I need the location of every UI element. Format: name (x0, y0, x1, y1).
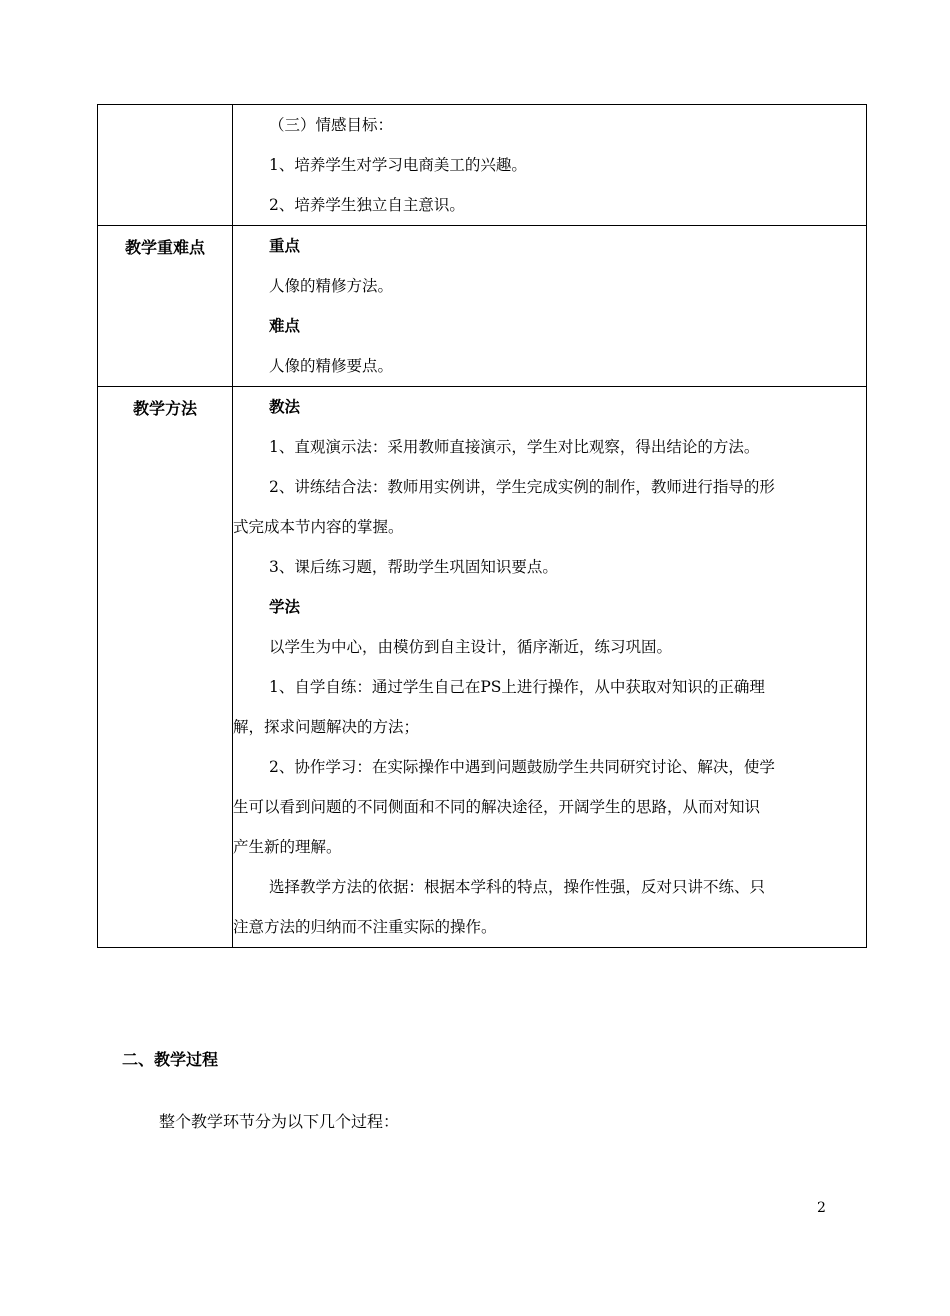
row-content-cell (233, 105, 867, 226)
method-basis-text-continued: 注意方法的归纳而不注重实际的操作。 (233, 918, 497, 936)
difficult-point-text: 人像的精修要点。 (269, 357, 394, 375)
row-label-key-points: 教学重难点 (124, 238, 205, 257)
learning-method-heading: 学法 (269, 598, 301, 616)
teaching-method-item: 1、直观演示法：采用教师直接演示，学生对比观察，得出结论的方法。 (269, 438, 760, 456)
table-row-methods (98, 387, 867, 948)
learning-method-item-continued: 产生新的理解。 (233, 838, 342, 856)
learning-method-intro: 以学生为中心，由模仿到自主设计，循序渐近，练习巩固。 (269, 638, 673, 656)
key-point-text: 人像的精修方法。 (269, 277, 394, 295)
row-label-cell (98, 105, 233, 226)
emotion-goal-heading: （三）情感目标： (269, 116, 394, 134)
row-label (98, 105, 232, 115)
teaching-method-item-continued: 式完成本节内容的掌握。 (233, 518, 404, 536)
row-content-cell (233, 387, 867, 948)
emotion-goal-item: 2、培养学生独立自主意识。 (269, 196, 465, 214)
method-basis-text: 选择教学方法的依据：根据本学科的特点，操作性强，反对只讲不练、只 (269, 878, 766, 896)
row-label-cell (98, 387, 233, 948)
row-content-cell (233, 226, 867, 387)
key-point-heading: 重点 (269, 237, 301, 255)
lesson-plan-table (97, 104, 867, 948)
row-label-cell (98, 226, 233, 387)
table-row-key-points (98, 226, 867, 387)
teaching-method-item: 2、讲练结合法：教师用实例讲，学生完成实例的制作，教师进行指导的形 (269, 478, 775, 496)
difficult-point-heading: 难点 (269, 317, 301, 335)
learning-method-item: 1、自学自练：通过学生自己在PS上进行操作，从中获取对知识的正确理 (269, 678, 765, 696)
section-intro: 整个教学环节分为以下几个过程： (159, 1112, 400, 1131)
section-title: 二、教学过程 (122, 1050, 219, 1069)
learning-method-item-continued: 生可以看到问题的不同侧面和不同的解决途径，开阔学生的思路，从而对知识 (233, 798, 761, 816)
learning-method-item: 2、协作学习：在实际操作中遇到问题鼓励学生共同研究讨论、解决，使学 (269, 758, 775, 776)
row-label-methods: 教学方法 (132, 399, 197, 418)
teaching-method-item: 3、课后练习题，帮助学生巩固知识要点。 (269, 558, 558, 576)
learning-method-item-continued: 解，探求问题解决的方法； (233, 718, 420, 736)
table-row-emotion-goals (98, 105, 867, 226)
teaching-method-heading: 教法 (269, 398, 301, 416)
page-number: 2 (817, 1200, 826, 1216)
emotion-goal-item: 1、培养学生对学习电商美工的兴趣。 (269, 156, 527, 174)
